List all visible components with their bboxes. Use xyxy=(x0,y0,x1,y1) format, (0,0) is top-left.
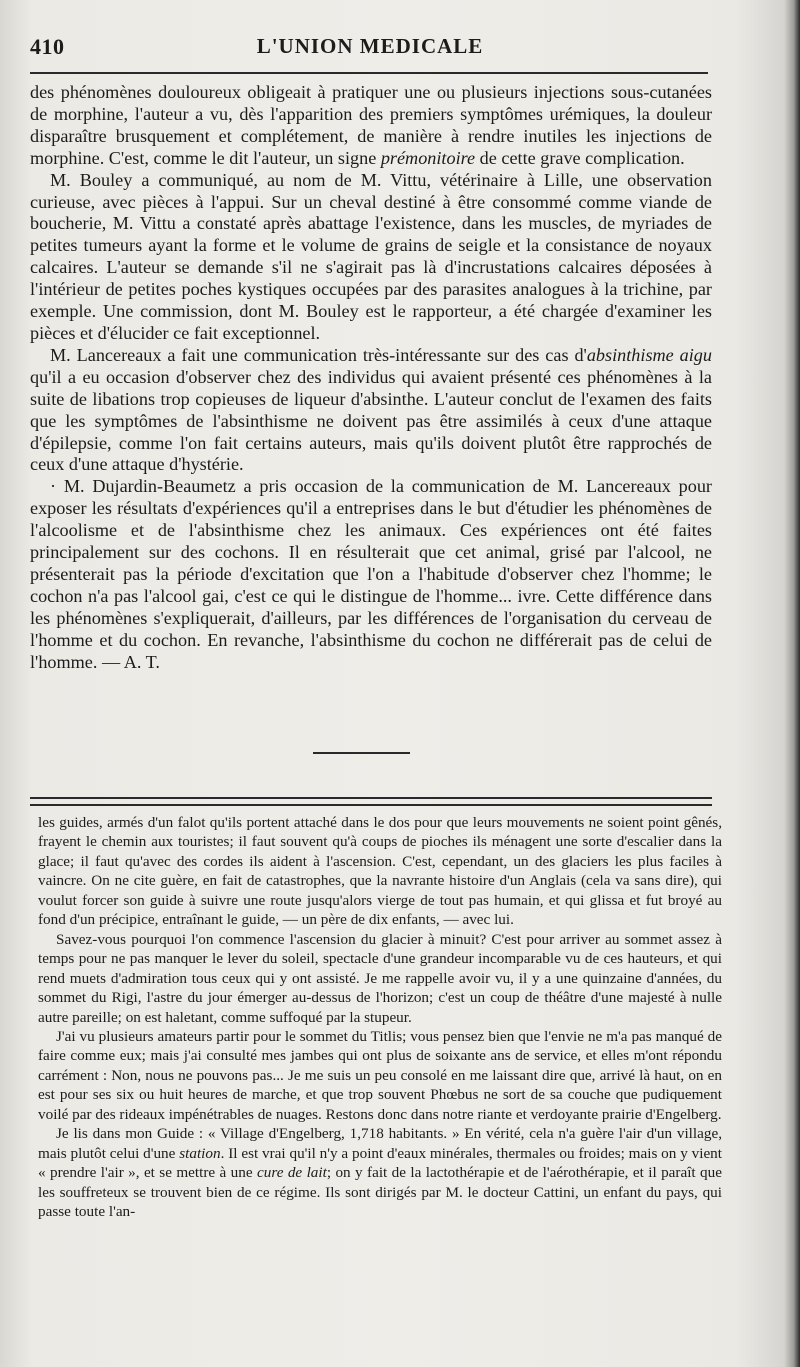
book-spine-shadow xyxy=(784,0,800,1367)
paragraph-dujardin-beaumetz: · M. Dujardin-Beaumetz a pris occasion de la communication de M. Lancereaux pour exposer les résultats d'expériences qu'il a entreprises dans le but d'étudier les phénomènes de l'alcoolisme et de l'absinthisme chez les animaux. Ces expériences ont été faites principalement sur des cochons. Il en résulterait que cet animal, grisé par l'alcool, ne présenterait pas la période d'excitation que l'on a l'habitude d'observer chez l'homme; le cochon n'a pas l'alcool gai, c'est ce qui le distingue de l'homme... ivre. Cette différence dans les phénomènes s'expliquerait, d'ailleurs, par les différences de l'organisation du cerveau de l'homme et du cochon. En revanche, l'absinthisme du cochon ne différerait pas de celui de l'homme. — A. T. xyxy=(30,476,712,672)
header-rule xyxy=(30,72,708,74)
feuilleton xyxy=(38,813,722,1222)
paragraph-bouley: M. Bouley a communiqué, au nom de M. Vittu, vétérinaire à Lille, une observation curieuse, avec pièces à l'appui. Sur un cheval destiné à être consommé comme viande de boucherie, M. Vittu a constaté après abattage l'existence, dans les muscles, de myriades de petites tumeurs ayant la forme et le volume de grains de seigle et la consistance de noyaux calcaires. L'auteur se demande s'il ne s'agirait pas là d'incrustations calcaires déposées à l'intérieur de petites poches kystiques occupées par des parasites analogues à la trichine, par exemple. Une commission, dont M. Bouley est le rapporteur, a été chargée d'examiner les pièces et d'élucider ce fait exceptionnel. xyxy=(30,169,712,343)
main-article xyxy=(30,82,712,673)
emphasis-station: station xyxy=(179,1144,221,1162)
emphasis-cure-de-lait: cure de lait xyxy=(257,1164,327,1182)
feuilleton-paragraph-minuit: Savez-vous pourquoi l'on commence l'ascension du glacier à minuit? C'est pour arriver au sommet assez à temps pour ne pas manquer le lever du soleil, spectacle d'une grandeur incomparable vu de ces hauteurs, et qui rend muets d'admiration tous ceux qui y ont assisté. Je me rappelle avoir vu, il y a une quinzaine d'années, du sommet du Rigi, l'astre du jour émerger au-dessus de l'horizon; c'est un coup de théâtre d'une majesté à nulle autre pareille; on est haletant, comme suffoqué par la stupeur. xyxy=(38,930,722,1026)
paragraph-lancereaux: M. Lancereaux a fait une communication très-intéressante sur des cas d'absinthisme aigu qu'il a eu occasion d'observer chez des individus qui avaient présenté ces phénomènes à la suite de libations trop copieuses de liqueur d'absinthe. L'auteur conclut de l'examen des faits que les symptômes de l'absinthisme ne doivent pas être assimilés à ceux d'une attaque d'épilepsie, comme l'on fait certains auteurs, mais qu'ils doivent plutôt être rapprochés de ceux d'une attaque d'hystérie. xyxy=(30,344,712,475)
page-number: 410 xyxy=(30,34,65,59)
feuilleton-double-rule xyxy=(30,797,712,806)
page-header xyxy=(30,34,710,74)
feuilleton-paragraph-guides: les guides, armés d'un falot qu'ils portent attaché dans le dos pour que leurs mouvements ne soient point gênés, frayent le chemin aux touristes; il faut souvent qu'à coups de pioches ils ménagent une sorte d'escalier dans la glace; il faut qu'avec des cordes ils aident à l'ascension. C'est, cependant, un des glaciers les plus faciles à vaincre. On ne cite guère, en fait de catastrophes, que la navrante histoire d'un Anglais (cela va sans dire), qui voulut forcer son guide à suivre une route jusqu'alors vierge de tout pas humain, et qui glissa et fut broyé au fond d'un précipice, entraînant le guide, — un père de dix enfants, — avec lui. xyxy=(38,814,722,929)
emphasis-absinthisme: absinthisme aigu xyxy=(586,344,712,365)
section-divider xyxy=(313,752,410,754)
author-signature: — A. T. xyxy=(97,651,160,672)
emphasis-premonitoire: prémonitoire xyxy=(380,147,476,168)
feuilleton-paragraph-engelberg: Je lis dans mon Guide : « Village d'Engelberg, 1,718 habitants. » En vérité, cela n'a guère l'air d'un village, mais plutôt celui d'une station. Il est vrai qu'il n'y a point d'eaux minérales, thermales ou froides; mais on y vient « prendre l'air », et se mettre à une cure de lait; on y fait de la lactothérapie et de l'aérothérapie, et il paraît que les souffreteux se trouvent bien de ce régime. Ils sont dirigés par M. le docteur Cattini, un enfant du pays, qui passe toute l'an- xyxy=(38,1125,722,1221)
paragraph-morphine: des phénomènes douloureux obligeait à pratiquer une ou plusieurs injections sous-cutanées de morphine, l'auteur a vu, dès l'apparition des premiers symptômes urémiques, la douleur disparaître brusquement et complétement, de manière à rendre inutiles les injections de morphine. C'est, comme le dit l'auteur, un signe prémonitoire de cette grave complication. xyxy=(30,82,712,168)
feuilleton-paragraph-titlis: J'ai vu plusieurs amateurs partir pour le sommet du Titlis; vous pensez bien que l'envie ne m'a pas manqué de faire comme eux; mais j'ai consulté mes jambes qui ont plus de soixante ans de service, et elles m'ont répondu carrément : Non, nous ne pouvons pas... Je me suis un peu consolé en me laissant dire que, arrivé là haut, on en est pour ses six ou huit heures de marche, et que trop souvent Phœbus ne sort de sa couche que pudiquement voilé par des rideaux impénétrables de nuages. Restons donc dans notre riante et verdoyante prairie d'Engelberg. xyxy=(38,1027,722,1123)
journal-title: L'UNION MEDICALE xyxy=(256,34,484,58)
